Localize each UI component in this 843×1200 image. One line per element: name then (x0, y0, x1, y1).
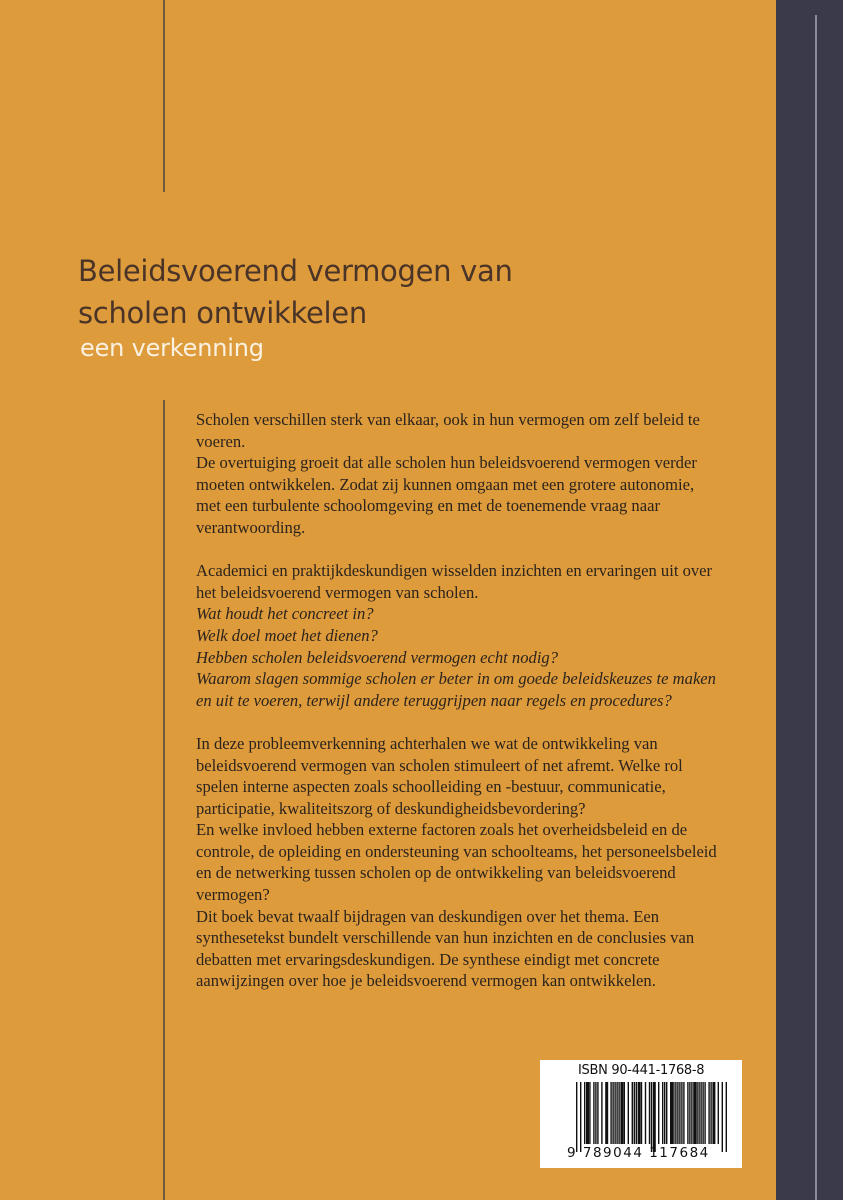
barcode-bar (712, 1082, 715, 1144)
blurb-line: verantwoording. (196, 517, 306, 537)
isbn-barcode (540, 1060, 742, 1168)
barcode-bar (693, 1082, 696, 1144)
blurb-line: het beleidsvoerend vermogen van scholen. (196, 582, 479, 602)
blurb-paragraph (196, 560, 756, 711)
barcode-bar (605, 1082, 608, 1144)
book-title (78, 250, 513, 334)
barcode-bar (683, 1082, 684, 1144)
barcode-bar (634, 1082, 635, 1144)
barcode-bar (664, 1082, 665, 1144)
barcode-bar (670, 1082, 673, 1144)
isbn-label: ISBN 90-441-1768-8 (578, 1063, 705, 1078)
blurb-question: Waarom slagen sommige scholen er beter in om goede beleidskeuzes te maken (196, 669, 716, 689)
barcode-bar (628, 1082, 629, 1144)
barcode-bar (722, 1082, 723, 1152)
barcode-bar (610, 1082, 611, 1144)
barcode-bar (576, 1082, 577, 1152)
barcode-bar (601, 1082, 602, 1144)
blurb-line: participatie, kwaliteitszorg of deskundigheidsbevordering? (196, 798, 586, 818)
blurb-line: moeten ontwikkelen. Zodat zij kunnen omgaan met een grotere autonomie, (196, 474, 695, 494)
barcode-bar (704, 1082, 705, 1144)
blurb-paragraph (196, 409, 756, 539)
blurb-line: De overtuiging groeit dat alle scholen hun beleidsvoerend vermogen verder (196, 453, 697, 473)
blurb-question: Welk doel moet het dienen? (196, 625, 378, 645)
barcode-bar (649, 1082, 650, 1144)
blurb-line: spelen interne aspecten zoals schoolleiding en -bestuur, communicatie, (196, 777, 666, 797)
blurb-line: Scholen verschillen sterk van elkaar, ook in hun vermogen om zelf beleid te (196, 410, 700, 429)
blurb-text (196, 409, 756, 1014)
barcode-bar (584, 1082, 585, 1144)
title-line: Beleidsvoerend vermogen van (78, 254, 513, 288)
decorative-rule-top (163, 0, 165, 192)
blurb-line: aanwijzingen over hoe je beleidsvoerend vermogen kan ontwikkelen. (196, 971, 656, 991)
barcode-bar (624, 1082, 625, 1144)
barcode-bar (580, 1082, 581, 1152)
blurb-line: met een turbulente schoolomgeving en met de toenemende vraag naar (196, 496, 660, 516)
blurb-paragraph (196, 733, 756, 992)
barcode-bar (612, 1082, 613, 1144)
blurb-line: beleidsvoerend vermogen van scholen stimuleert of net afremt. Welke rol (196, 755, 683, 775)
barcode-bar (620, 1082, 623, 1144)
barcode-bar (651, 1082, 652, 1152)
barcode-bar (675, 1082, 676, 1144)
blurb-question: en uit te voeren, terwijl andere teruggrijpen naar regels en procedures? (196, 690, 672, 710)
blurb-line: Dit boek bevat twaalf bijdragen van deskundigen over het thema. Een (196, 906, 660, 926)
book-subtitle: een verkenning (80, 334, 264, 362)
barcode-bar (593, 1082, 594, 1144)
barcode-bar (679, 1082, 680, 1144)
barcode-bar (586, 1082, 589, 1144)
barcode-bar (632, 1082, 633, 1144)
ean-number: 9 789044 117684 (567, 1145, 710, 1161)
barcode-bar (702, 1082, 703, 1144)
barcode-bar (638, 1082, 641, 1144)
barcode-bar (696, 1082, 697, 1144)
spine-divider (815, 15, 817, 1200)
barcode-bar (618, 1082, 619, 1144)
blurb-line: En welke invloed hebben externe factoren zoals het overheidsbeleid en de (196, 820, 688, 840)
blurb-line: In deze probleemverkenning achterhalen we wat de ontwikkeling van (196, 733, 658, 753)
blurb-line: synthesetekst bundelt verschillende van hun inzichten en de conclusies van (196, 928, 695, 948)
barcode-bar (710, 1082, 711, 1144)
barcode-bar (641, 1082, 642, 1144)
barcode-bar (718, 1082, 719, 1144)
barcode-bar (589, 1082, 590, 1144)
title-line: scholen ontwikkelen (78, 296, 367, 330)
barcode-bar (698, 1082, 699, 1144)
barcode-bar (673, 1082, 674, 1144)
barcode-bar (666, 1082, 667, 1144)
blurb-line: vermogen? (196, 885, 270, 905)
blurb-question: Wat houdt het concreet in? (196, 604, 374, 624)
blurb-line: debatten met ervaringsdeskundigen. De synthese eindigt met concrete (196, 949, 660, 969)
blurb-line: Academici en praktijkdeskundigen wisselden inzichten en ervaringen uit over (196, 561, 713, 581)
blurb-line: controle, de opleiding en ondersteuning van schoolteams, het personeelsbeleid (196, 841, 717, 861)
barcode-bar (689, 1082, 690, 1144)
barcode-bar (681, 1082, 682, 1144)
barcode-bar (662, 1082, 663, 1144)
barcode-bar (726, 1082, 727, 1152)
barcode-bar (645, 1082, 646, 1144)
barcode-bar (653, 1082, 656, 1152)
barcode-bar (687, 1082, 688, 1144)
barcode-bar (708, 1082, 709, 1144)
barcode-bar (614, 1082, 615, 1144)
barcode-bar (700, 1082, 701, 1144)
book-spine (776, 0, 843, 1200)
decorative-rule-body (163, 400, 165, 1200)
barcode-bar (636, 1082, 637, 1144)
barcode-bar (616, 1082, 617, 1144)
barcode-bar (597, 1082, 598, 1144)
barcode-bar (658, 1082, 659, 1144)
blurb-question: Hebben scholen beleidsvoerend vermogen echt nodig? (196, 647, 559, 667)
blurb-line: en de netwerking tussen scholen op de ontwikkeling van beleidsvoerend (196, 863, 676, 883)
barcode-bar (677, 1082, 678, 1144)
barcode-bar (595, 1082, 596, 1144)
barcode-bar (691, 1082, 692, 1144)
blurb-line: voeren. (196, 431, 246, 451)
